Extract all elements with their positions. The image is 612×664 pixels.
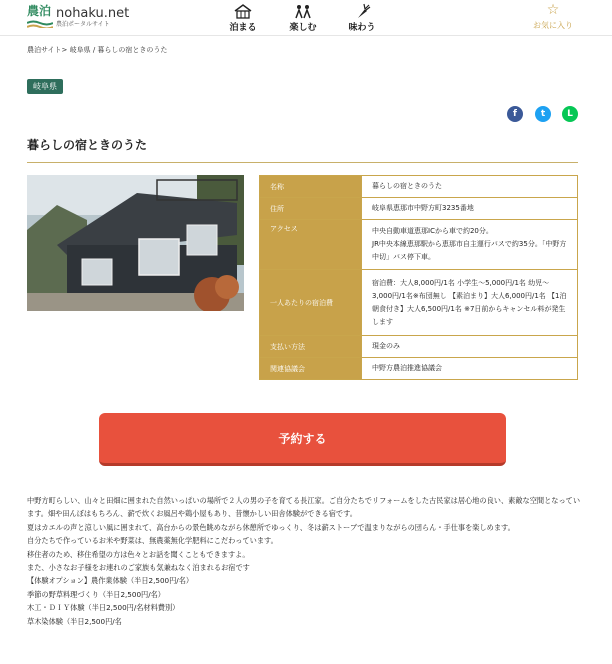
info-row-name	[260, 176, 578, 198]
info-value: 中野方農泊推進協議会	[362, 358, 578, 380]
info-value: 暮らしの宿ときのうた	[362, 176, 578, 198]
house-photo-illustration	[27, 175, 244, 311]
house-icon	[233, 3, 253, 19]
people-icon	[293, 3, 313, 19]
logo-name: nohaku.net	[56, 5, 130, 21]
nav-enjoy-label: 楽しむ	[289, 23, 317, 33]
site-logo[interactable]	[27, 4, 129, 30]
site-header	[0, 0, 612, 36]
facebook-icon[interactable]: f	[507, 106, 523, 122]
lodging-description	[27, 494, 583, 628]
line-icon[interactable]: L	[562, 106, 578, 122]
prefecture-badge[interactable]: 岐阜県	[27, 79, 63, 94]
info-row-access	[260, 220, 578, 270]
desc-paragraph: 草木染体験（半日2,500円/名	[27, 616, 122, 626]
info-key: 一人あたりの宿泊費	[260, 270, 362, 336]
nav-stay-label: 泊まる	[229, 23, 257, 33]
star-icon: ☆	[546, 2, 560, 18]
info-value: 宿泊費：大人8,000円/1名 小学生～5,000円/1名 幼児～3,000円/1名※布団無し 【素泊まり】大人6,000円/1名 【1泊朝食付き】大人6,500円/1名 ※7日前からキャンセル料が発生します	[362, 270, 578, 336]
info-value: 現金のみ	[362, 336, 578, 358]
reserve-button[interactable]: 予約する	[99, 413, 506, 466]
title-divider	[27, 162, 578, 163]
favorites-label: お気に入り	[533, 21, 573, 30]
desc-paragraph: 夏はカエルの声と涼しい風に囲まれて、高台からの景色眺めながら休憩所でゆっくり、冬は薪ストーブで温まりながらの団らん・手仕事を楽しめます。	[27, 522, 515, 532]
access-line-1: 中央自動車道恵那ICから車で約20分。	[372, 227, 493, 235]
nav-taste[interactable]	[340, 3, 384, 33]
desc-paragraph: 中野方町らしい、山々と田畑に囲まれた自然いっぱいの場所で２人の男の子を育てる長江家。ご自分たちでリフォームをした古民家は居心地の良い、素敵な空間となっています。畑や田んぼはもちろん、薪で炊くお風呂や鶏小屋もあり、昔懐かしい田舎体験ができる宿です。	[27, 496, 581, 519]
breadcrumb[interactable]: 農泊サイト> 岐阜県 / 暮らしの宿ときのうた	[27, 46, 168, 54]
desc-paragraph: 【体験オプション】農作業体験（半日2,500円/名）	[27, 576, 194, 586]
carrot-icon	[352, 3, 372, 19]
nav-enjoy[interactable]	[281, 3, 325, 33]
info-key: 名称	[260, 176, 362, 198]
desc-paragraph: 木工・ＤＩＹ体験（半日2,500円/名材料費別）	[27, 603, 180, 613]
nav-stay[interactable]	[221, 3, 265, 33]
info-key: アクセス	[260, 220, 362, 270]
desc-paragraph: 自分たちで作っているお米や野菜は、無農薬無化学肥料にこだわっています。	[27, 536, 278, 546]
logo-waves-icon	[27, 20, 53, 28]
logo-jp-text: 農泊	[27, 4, 52, 18]
info-value	[362, 220, 578, 270]
lodging-photo	[27, 175, 244, 311]
info-row-price	[260, 270, 578, 336]
twitter-icon[interactable]: t	[535, 106, 551, 122]
desc-paragraph: 移住者のため、移住希望の方は色々とお話を聞くこともできますよ。	[27, 549, 250, 559]
page-title: 暮らしの宿ときのうた	[27, 138, 148, 152]
info-value: 岐阜県恵那市中野方町3235番地	[362, 198, 578, 220]
info-key: 住所	[260, 198, 362, 220]
logo-text	[56, 6, 129, 29]
info-row-council	[260, 358, 578, 380]
info-key: 支払い方法	[260, 336, 362, 358]
desc-paragraph: 季節の野草料理づくり（半日2,500円/名）	[27, 589, 165, 599]
logo-subtitle: 農泊ポータルサイト	[56, 20, 110, 28]
info-row-payment	[260, 336, 578, 358]
nav-taste-label: 味わう	[348, 23, 376, 33]
logo-mark	[27, 4, 53, 30]
access-line-2: JR中央本線恵那駅から恵那市自主運行バスで約35分。「中野方中切」バス停下車。	[372, 240, 567, 261]
favorites-link[interactable]	[528, 3, 578, 31]
info-row-address	[260, 198, 578, 220]
desc-paragraph: また、小さなお子様をお連れのご家族も気兼ねなく泊まれるお宿です	[27, 563, 250, 573]
info-key: 関連協議会	[260, 358, 362, 380]
lodging-info-table	[259, 175, 578, 380]
